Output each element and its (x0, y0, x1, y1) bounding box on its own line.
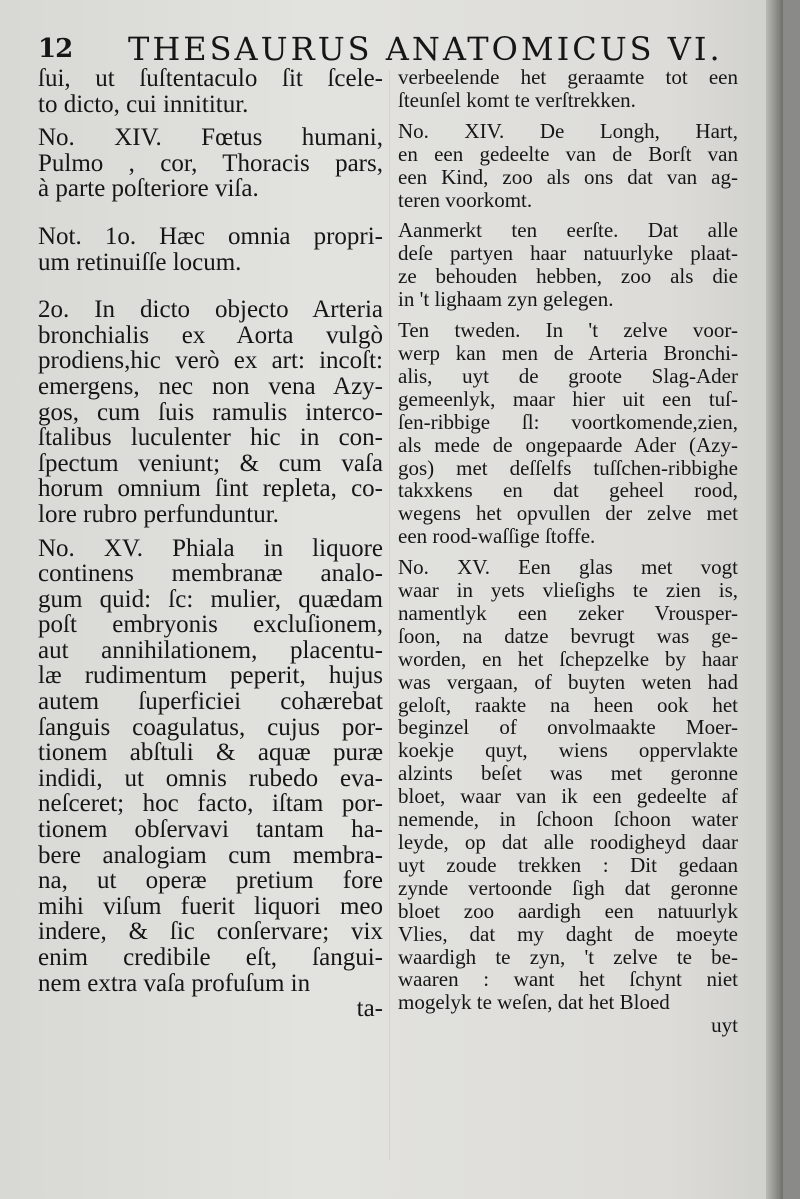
text-line: namentlyk een zeker Vrousper- (398, 600, 738, 625)
paragraph-gap (38, 202, 383, 224)
text-line: gos, cum ſuis ramulis interco- (38, 398, 383, 426)
text-line: ſui, ut ſuſtentaculo ſit ſcele- (38, 65, 383, 92)
page-header (38, 30, 778, 70)
text-line: indere, & ſic conſervare; vix (38, 918, 383, 946)
text-line: leyde, op dat alle roodigheyd daar (398, 830, 738, 854)
text-line: No. XV. Phiala in liquore (38, 534, 383, 562)
text-line: bloet zoo aardigh een natuurlyk (398, 898, 738, 923)
text-line: was vergaan, of buyten weten had (398, 669, 738, 694)
text-line: beginzel of onvolmaakte Moer- (398, 715, 738, 740)
text-line: No. XIV. De Longh, Hart, (398, 118, 738, 143)
text-line: aut annihilationem, placentu- (38, 636, 383, 664)
paragraph (38, 297, 383, 527)
text-line: Aanmerkt ten eerſte. Dat alle (398, 218, 738, 243)
text-line: 2o. In dicto objecto Arteria (38, 296, 383, 324)
column-gutter (389, 70, 390, 1160)
text-line: ſoon, na datze bevrugt was ge- (398, 623, 738, 648)
text-line: bronchialis ex Aorta vulgò (38, 321, 383, 349)
text-line: wegens het opvullen der zelve met (398, 501, 738, 526)
text-line: neſceret; hoc facto, iſtam por- (38, 790, 383, 818)
text-line: ſtalibus luculenter hic in con- (38, 424, 383, 452)
paragraph (398, 120, 738, 212)
text-line: poſt embryonis excluſionem, (38, 611, 383, 639)
text-line: um retinuiſſe locum. (38, 248, 242, 276)
text-line: to dicto, cui innititur. (38, 90, 249, 118)
text-line: No. XIV. Fœtus humani, (38, 124, 383, 152)
text-line: à parte poſteriore viſa. (38, 175, 259, 203)
text-line: læ rudimentum peperit, hujus (38, 662, 383, 690)
dutch-column (398, 66, 738, 1037)
text-line: lore rubro perfunduntur. (38, 500, 279, 528)
text-line: waardigh te zyn, 't zelve te be- (398, 944, 738, 969)
catchword: uyt (711, 1013, 738, 1038)
latin-column (38, 66, 383, 1022)
paragraph (38, 66, 383, 117)
text-line: Vlies, dat my daght de moeyte (398, 921, 738, 946)
text-line: na, ut operæ pretium fore (38, 867, 383, 895)
page-edge (766, 0, 783, 1199)
text-line: verbeelende het geraamte tot een (398, 65, 738, 89)
text-line: mihi viſum fuerit liquori meo (38, 892, 383, 920)
text-line: autem ſuperficiei cohærebat (38, 688, 383, 716)
text-line: ſen-ribbige ſl: voortkomende,zien, (398, 409, 738, 434)
text-line: koekje quyt, wiens oppervlakte (398, 738, 738, 763)
text-line: bloet, waar van ik een gedeelte af (398, 784, 738, 809)
paragraph-gap (38, 275, 383, 297)
text-line: horum omnium ſint repleta, co- (38, 475, 383, 503)
text-line: takxkens en dat geheel rood, (398, 478, 738, 503)
text-line: continens membranæ analo- (38, 560, 383, 588)
page-number: 12 (38, 34, 73, 64)
text-line: alzints beſet was met geronne (398, 761, 738, 786)
paragraph (398, 219, 738, 311)
text-line: gemeenlyk, maar hier uit een tuſ- (398, 386, 738, 411)
text-line: ſanguis coagulatus, cujus por- (38, 713, 383, 741)
text-line: mogelyk te weſen, dat het Bloed (398, 990, 670, 1015)
text-line: emergens, nec non vena Azy- (38, 372, 383, 400)
text-line: Ten tweden. In 't zelve voor- (398, 318, 738, 343)
paragraph (398, 319, 738, 548)
paragraph (38, 224, 383, 275)
text-line: Pulmo , cor, Thoracis pars, (38, 149, 383, 177)
text-line: zynde vertoonde ſigh dat geronne (398, 875, 738, 900)
text-line: gum quid: ſc: mulier, quædam (38, 585, 383, 613)
text-line: uyt zoude trekken : Dit gedaan (398, 852, 738, 877)
text-line: in 't lighaam zyn gelegen. (398, 287, 614, 312)
paragraph (38, 536, 383, 997)
catchword: ta- (356, 995, 383, 1023)
text-line: ze behouden hebben, zoo als die (398, 264, 738, 289)
paragraph (398, 556, 738, 1014)
text-line: alis, uyt de groote Slag-Ader (398, 363, 738, 388)
text-line: een Kind, zoo als ons dat van ag- (398, 164, 738, 189)
text-line: een rood-waſſige ſtoffe. (398, 524, 596, 549)
paragraph (38, 125, 383, 202)
text-line: werp kan men de Arteria Bronchi- (398, 340, 738, 365)
text-line: deſe partyen haar natuurlyke plaat- (398, 241, 738, 266)
text-line: nemende, in ſchoon ſchoon water (398, 807, 738, 832)
text-line: waaren : want het ſchynt niet (398, 967, 738, 992)
text-line: enim credibile eſt, ſangui- (38, 944, 383, 971)
text-line: tionem abſtuli & aquæ puræ (38, 739, 383, 767)
running-title: THESAURUS ANATOMICUS VI. (128, 30, 723, 68)
text-line: indidi, ut omnis rubedo eva- (38, 764, 383, 792)
text-line: als mede de ongepaarde Ader (Azy- (398, 432, 738, 457)
text-line: worden, en het ſchepzelke by haar (398, 646, 738, 671)
text-line: ſpectum veniunt; & cum vaſa (38, 449, 383, 477)
text-line: nem extra vaſa profuſum in (38, 969, 311, 997)
text-line: bere analogiam cum membra- (38, 841, 383, 869)
text-line: geloſt, raakte na heen ook het (398, 692, 738, 717)
text-line: prodiens,hic verò ex art: incoſt: (38, 347, 383, 375)
text-line: waar in yets vlieſighs te zien is, (398, 578, 738, 603)
text-line: No. XV. Een glas met vogt (398, 555, 738, 580)
text-line: en een gedeelte van de Borſt van (398, 141, 738, 166)
text-line: Not. 1o. Hæc omnia propri- (38, 222, 383, 250)
text-line: tionem obſervavi tantam ha- (38, 816, 383, 844)
paragraph (398, 66, 738, 112)
text-line: teren voorkomt. (398, 187, 533, 212)
text-line: ſteunſel komt te verſtrekken. (398, 87, 636, 112)
text-line: gos) met deſſelfs tuſſchen-ribbighe (398, 455, 738, 480)
